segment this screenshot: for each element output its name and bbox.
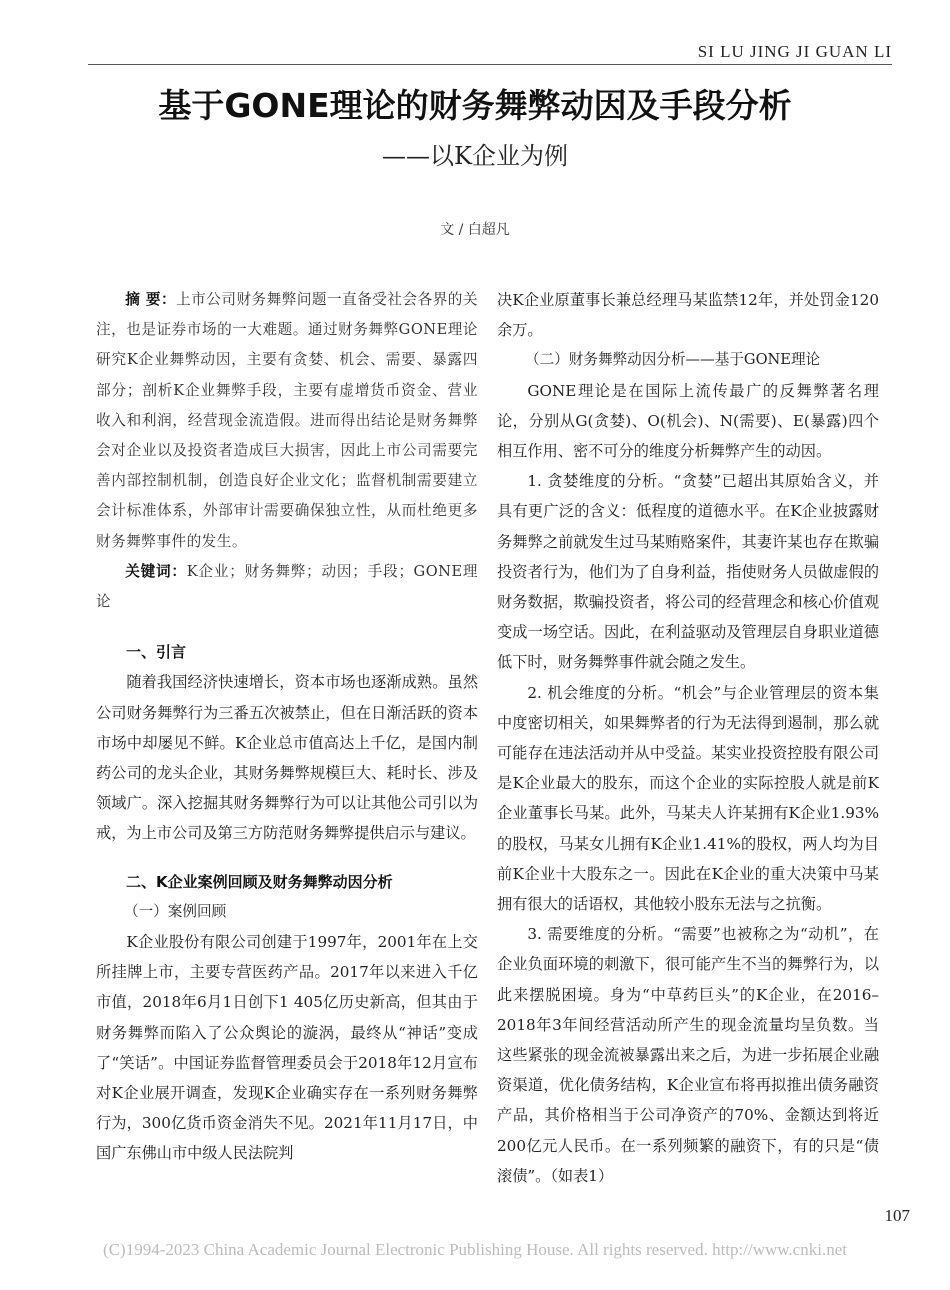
right-column xyxy=(497,285,879,1191)
abstract-label: 摘 要： xyxy=(125,291,177,308)
keywords-label: 关键词： xyxy=(125,562,187,580)
paragraph: 3. 需要维度的分析。“需要”也被称之为“动机”，在企业负面环境的刺激下，很可能产生不当的舞弊行为，以此来摆脱困境。身为“中草药巨头”的K企业，在2016–2018年3年间经营活动所产生的现金流量均呈负数。当这些紧张的现金流被暴露出来之后，为进一步拓展企业融资渠道，优化债务结构，K企业宣布将再拟推出债务融资产品，其价格相当于公司净资产的70%、金额达到将近200亿元人民币。在一系列频繁的融资下，有的只是“债滚债”。（如表1） xyxy=(497,925,879,1185)
paragraph: 1. 贪婪维度的分析。“贪婪”已超出其原始含义，并具有更广泛的含义：低程度的道德水平。在K企业披露财务舞弊之前就发生过马某贿赂案件，其妻许某也存在欺骗投资者行为，他们为了自身利益，指使财务人员做虚假的财务数据，欺骗投资者，将公司的经营理念和核心价值观变成一场空话。因此，在利益驱动及管理层自身职业道德低下时，财务舞弊事件就会随之发生。 xyxy=(497,472,879,672)
article-title: 基于GONE理论的财务舞弊动因及手段分析 xyxy=(158,86,792,125)
subsection-heading-case-review: （一）案例回顾 xyxy=(124,902,227,920)
copyright-footer: (C)1994-2023 China Academic Journal Electronic Publishing House. All rights reserved. http://www.cnki.net xyxy=(103,1240,847,1259)
paragraph: K企业股份有限公司创建于1997年，2001年在上交所挂牌上市，主要专营医药产品。2017年以来进入千亿市值，2018年6月1日创下1 405亿历史新高，但其由于财务舞弊而陷入了公众舆论的漩涡，最终从“神话”变成了“笑话”。中国证券监督管理委员会于2018年12月宣布对K企业展开调查，发现K企业确实存在一系列财务舞弊行为，300亿货币资金消失不见。2021年11月17日，中国广东佛山市中级人民法院判 xyxy=(96,933,478,1163)
left-column xyxy=(96,285,478,1169)
paragraph: 随着我国经济快速增长，资本市场也逐渐成熟。虽然公司财务舞弊行为三番五次被禁止，但在日渐活跃的资本市场中却屡见不鲜。K企业总市值高达上千亿，是国内制药公司的龙头企业，其财务舞弊规模巨大、耗时长、涉及领域广。深入挖掘其财务舞弊行为可以让其他公司引以为戒，为上市公司及第三方防范财务舞弊提供启示与建议。 xyxy=(96,673,478,843)
abstract-text: 上市公司财务舞弊问题一直备受社会各界的关注，也是证券市场的一大难题。通过财务舞弊GONE理论研究K企业舞弊动因，主要有贪婪、机会、需要、暴露四部分；剖析K企业舞弊手段，主要有虚增货币资金、营业收入和利润，经营现金流造假。进而得出结论是财务舞弊会对企业以及投资者造成巨大损害，因此上市公司需要完善内部控制机制，创造良好企业文化；监督机制需要建立会计标准体系，外部审计需要确保独立性，从而杜绝更多财务舞弊事件的发生。 xyxy=(96,291,478,550)
paragraph-continued: 决K企业原董事长兼总经理马某监禁12年，并处罚金120余万。 xyxy=(497,291,879,340)
section-heading-case-review: 二、K企业案例回顾及财务舞弊动因分析 xyxy=(126,872,393,891)
paragraph: 2. 机会维度的分析。“机会”与企业管理层的资本集中度密切相关，如果舞弊者的行为无法得到遏制，那么就可能存在违法活动并从中受益。某实业投资控股有限公司是K企业最大的股东，而这个企业的实际控股人就是前K企业董事长马某。此外，马某夫人许某拥有K企业1.93%的股权，马某女儿拥有K企业1.41%的股权，两人均为目前K企业十大股东之一。因此在K企业的重大决策中马某拥有很大的话语权，其他较小股东无法与之抗衡。 xyxy=(497,683,879,914)
keywords-text: K企业；财务舞弊；动因；手段；GONE理论 xyxy=(96,562,478,611)
journal-running-head: SI LU JING JI GUAN LI xyxy=(697,42,892,61)
author-byline: 文 / 白超凡 xyxy=(440,222,510,238)
abstract xyxy=(96,285,478,557)
keywords xyxy=(96,557,478,617)
subsection-heading-motive-analysis: （二）财务舞弊动因分析——基于GONE理论 xyxy=(525,351,821,369)
page-number: 107 xyxy=(884,1206,910,1225)
header-rule xyxy=(88,64,892,65)
section-heading-introduction: 一、引言 xyxy=(126,643,187,662)
paragraph: GONE理论是在国际上流传最广的反舞弊著名理论，分别从G(贪婪)、O(机会)、N(需要)、E(暴露)四个相互作用、密不可分的维度分析舞弊产生的动因。 xyxy=(497,381,879,461)
article-subtitle: ——以K企业为例 xyxy=(382,142,568,170)
